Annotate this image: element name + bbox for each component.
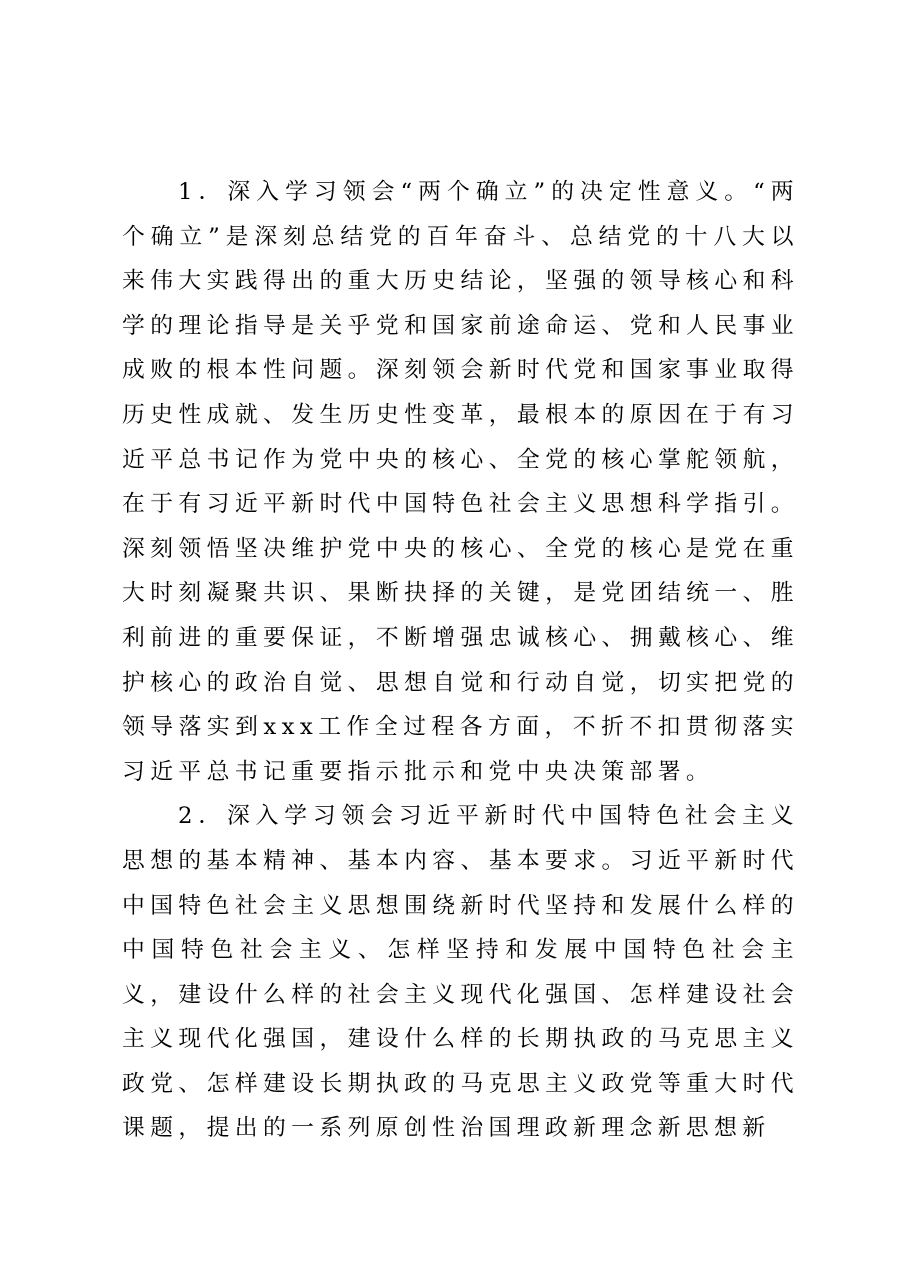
paragraph-2: 2．深入学习领会习近平新时代中国特色社会主义思想的基本精神、基本内容、基本要求。习近平新时代中国特色社会主义思想围绕新时代坚持和发展什么样的中国特色社会主义、怎样坚持和发展中国特色社会主义，建设什么样的社会主义现代化强国、怎样建设社会主义现代化强国，建设什么样的长期执政的马克思主义政党、怎样建设长期执政的马克思主义政党等重大时代课题，提出的一系列原创性治国理政新理念新思想新 bbox=[122, 803, 799, 1142]
paragraph-1: 1．深入学习领会“两个确立”的决定性意义。“两个确立”是深刻总结党的百年奋斗、总结党的十八大以来伟大实践得出的重大历史结论，坚强的领导核心和科学的理论指导是关乎党和国家前途命运、党和人民事业成败的根本性问题。深刻领会新时代党和国家事业取得历史性成就、发生历史性变革，最根本的原因在于有习近平总书记作为党中央的核心、全党的核心掌舵领航，在于有习近平新时代中国特色社会主义思想科学指引。深刻领悟坚决维护党中央的核心、全党的核心是党在重大时刻凝聚共识、果断抉择的关键，是党团结统一、胜利前进的重要保证，不断增强忠诚核心、拥戴核心、维护核心的政治自觉、思想自觉和行动自觉，切实把党的领导落实到xxx工作全过程各方面，不折不扣贯彻落实习近平总书记重要指示批示和党中央决策部署。 bbox=[122, 179, 799, 785]
